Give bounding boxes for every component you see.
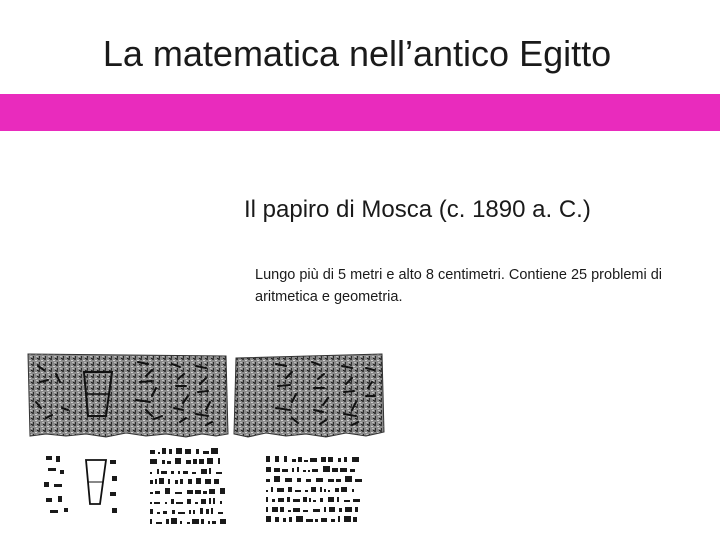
hieroglyph-transcription (44, 448, 362, 524)
accent-bar (0, 94, 720, 131)
slide-title: La matematica nell’antico Egitto (102, 33, 612, 74)
description-text: Lungo più di 5 metri e alto 8 centimetri. Contiene 25 problemi di aritmetica e geometria. (255, 267, 663, 305)
papyrus-fragment-right (234, 354, 384, 437)
papyrus-image (26, 352, 386, 524)
papyrus-fragment-left (28, 354, 228, 437)
slide-subtitle: Il papiro di Mosca (c. 1890 a. C.) (244, 196, 591, 223)
